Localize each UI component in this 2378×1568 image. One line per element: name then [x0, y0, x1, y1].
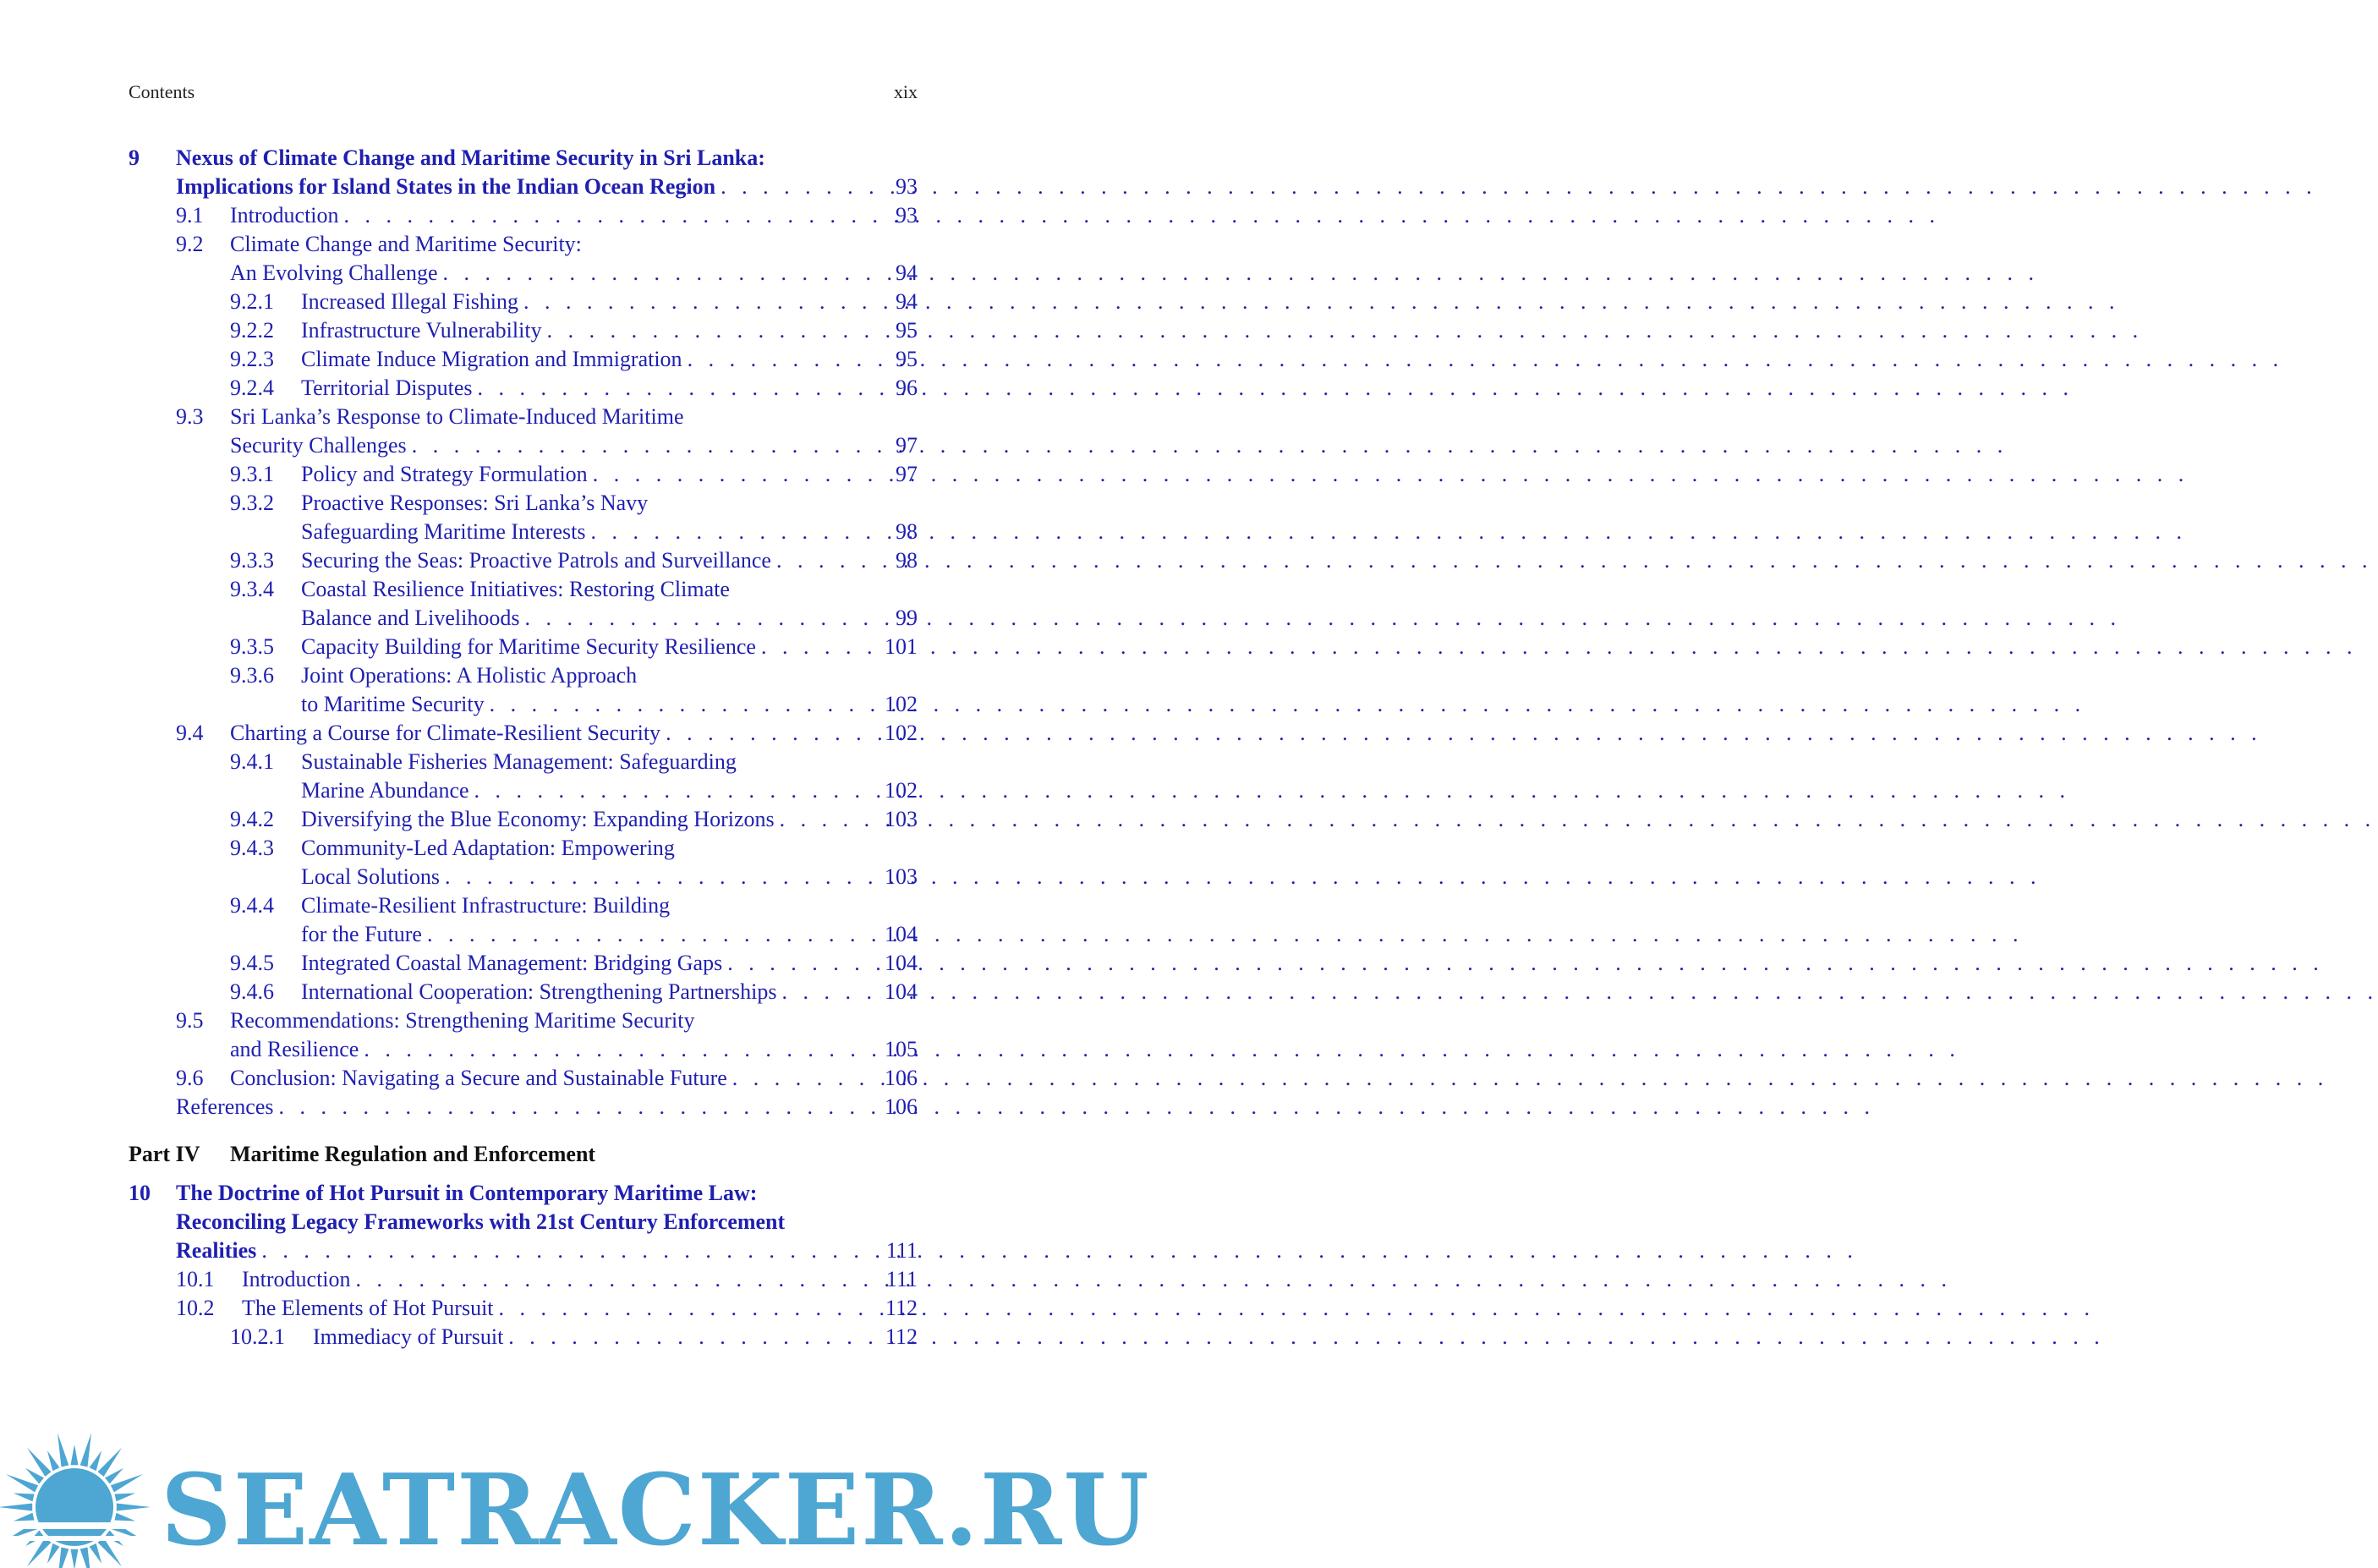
toc-page — [0, 0, 1033, 1565]
section-title-cont: to Maritime Security — [301, 690, 485, 719]
section-page: 103 — [885, 805, 918, 834]
dot-leader — [438, 259, 2040, 288]
section-number: 10.2 — [176, 1294, 215, 1323]
sun-ray — [90, 1450, 102, 1471]
chapter-title: Nexus of Climate Change and Maritime Security in Sri Lanka: — [176, 144, 765, 173]
section-number: 9.4.1 — [230, 748, 274, 776]
dot-leader — [339, 201, 1941, 230]
section-page: 104 — [885, 920, 918, 949]
section-number: 9.3.3 — [230, 546, 274, 575]
chapter-number: 9 — [129, 144, 140, 173]
section-number: 9.4.2 — [230, 805, 274, 834]
section-title-cont: An Evolving Challenge — [230, 259, 438, 288]
toc-entry[interactable] — [129, 316, 918, 345]
toc-entry-cont[interactable] — [129, 863, 918, 891]
dot-leader — [518, 288, 2120, 316]
toc-entry[interactable] — [129, 1294, 918, 1323]
toc-entry[interactable] — [129, 345, 918, 374]
section-number: 9.6 — [176, 1064, 204, 1093]
chapter-9-heading-line1[interactable] — [129, 144, 918, 173]
section-title: Joint Operations: A Holistic Approach — [301, 661, 637, 690]
sun-ray — [47, 1450, 60, 1471]
section-page: 95 — [896, 316, 918, 345]
dot-leader — [519, 604, 2121, 633]
watermark-text: SEATRACKER.RU — [161, 1453, 1150, 1568]
section-page: 98 — [896, 546, 918, 575]
section-title: International Cooperation: Strengthening Partnerships — [301, 978, 777, 1006]
section-title-cont: Marine Abundance — [301, 776, 469, 805]
dot-leader — [422, 920, 2024, 949]
section-page: 104 — [885, 978, 918, 1006]
section-page: 98 — [896, 518, 918, 546]
dot-leader — [503, 1323, 2105, 1351]
section-page: 99 — [896, 604, 918, 633]
section-title: Introduction — [242, 1265, 351, 1294]
dot-leader — [715, 173, 2317, 201]
sun-ray — [80, 1433, 91, 1467]
dot-leader — [407, 431, 2008, 460]
section-title-cont: for the Future — [301, 920, 422, 949]
toc-entry-cont[interactable] — [129, 1035, 918, 1064]
chapter-title-cont: Realities — [176, 1236, 256, 1265]
part-label: Part IV — [129, 1140, 200, 1169]
toc-entry[interactable] — [129, 1006, 918, 1035]
chapter-title-cont: Reconciling Legacy Frameworks with 21st Century Enforcement — [176, 1208, 785, 1236]
section-number: 9.4.5 — [230, 949, 274, 978]
section-title: Securing the Seas: Proactive Patrols and Surveillance — [301, 546, 771, 575]
toc-entry[interactable] — [129, 288, 918, 316]
section-title-cont: and Resilience — [230, 1035, 359, 1064]
toc-entry[interactable] — [129, 748, 918, 776]
toc-entry-cont[interactable] — [129, 920, 918, 949]
section-page: 97 — [896, 431, 918, 460]
toc-entry[interactable] — [129, 978, 918, 1006]
chapter-page: 111 — [886, 1236, 918, 1265]
section-title: Coastal Resilience Initiatives: Restoring Climate — [301, 575, 730, 604]
sun-ray — [14, 1494, 35, 1502]
section-title-cont: Balance and Livelihoods — [301, 604, 519, 633]
section-number: 9.1 — [176, 201, 204, 230]
section-number: 9.3.2 — [230, 489, 274, 518]
section-number: 9.5 — [176, 1006, 204, 1035]
section-page: 102 — [885, 776, 918, 805]
toc-entry[interactable] — [129, 374, 918, 403]
toc-entry-cont[interactable] — [129, 518, 918, 546]
section-title: The Elements of Hot Pursuit — [242, 1294, 494, 1323]
sun-ray — [58, 1433, 68, 1467]
section-number: 9.4.3 — [230, 834, 274, 863]
section-title: References — [176, 1093, 273, 1121]
page-number-roman: xix — [894, 81, 918, 103]
running-head — [129, 81, 918, 107]
sun-ray — [47, 1543, 60, 1564]
section-number: 9.3.4 — [230, 575, 274, 604]
dot-leader — [359, 1035, 1960, 1064]
dot-leader — [727, 1064, 2329, 1093]
part-heading — [129, 1140, 918, 1169]
dot-leader — [777, 978, 2378, 1006]
sun-ray — [105, 1468, 123, 1484]
section-page: 102 — [885, 690, 918, 719]
chapter-10-heading-line1[interactable] — [129, 1179, 918, 1208]
section-title: Integrated Coastal Management: Bridging Gaps — [301, 949, 722, 978]
toc-entry[interactable] — [129, 546, 918, 575]
toc-entry[interactable] — [129, 460, 918, 489]
section-number: 9.2.2 — [230, 316, 274, 345]
dot-leader — [440, 863, 2041, 891]
toc-entry[interactable] — [129, 230, 918, 259]
section-page: 111 — [886, 1265, 918, 1294]
section-page: 104 — [885, 949, 918, 978]
sun-ray — [25, 1468, 44, 1484]
toc-entry-cont[interactable] — [129, 776, 918, 805]
section-title-cont: Safeguarding Maritime Interests — [301, 518, 585, 546]
section-title: Diversifying the Blue Economy: Expanding Horizons — [301, 805, 775, 834]
toc-entry[interactable] — [129, 633, 918, 661]
chapter-9-heading-line2[interactable] — [129, 173, 918, 201]
section-title: Conclusion: Navigating a Secure and Sustainable Future — [230, 1064, 727, 1093]
section-number: 9.2.1 — [230, 288, 274, 316]
section-title: Climate Induce Migration and Immigration — [301, 345, 682, 374]
section-number: 9.2.3 — [230, 345, 274, 374]
table-of-contents — [129, 144, 918, 1351]
dot-leader — [469, 776, 2071, 805]
section-title: Sustainable Fisheries Management: Safeguarding — [301, 748, 737, 776]
section-number: 10.1 — [176, 1265, 215, 1294]
sun-ray — [58, 1548, 68, 1568]
toc-entry[interactable] — [129, 201, 918, 230]
section-title: Climate Change and Maritime Security: — [230, 230, 582, 259]
section-title: Recommendations: Strengthening Maritime Security — [230, 1006, 695, 1035]
toc-entry-cont[interactable] — [129, 431, 918, 460]
dot-leader — [542, 316, 2144, 345]
section-page: 97 — [896, 460, 918, 489]
chapter-title-cont: Implications for Island States in the Indian Ocean Region — [176, 173, 715, 201]
section-title: Increased Illegal Fishing — [301, 288, 518, 316]
toc-entry[interactable] — [129, 403, 918, 431]
sun-ray — [80, 1548, 91, 1568]
dot-leader — [775, 805, 2376, 834]
sun-ray — [71, 1549, 79, 1568]
toc-entry[interactable] — [129, 949, 918, 978]
chapter-10-entries — [129, 1265, 918, 1351]
section-title: Immediacy of Pursuit — [313, 1323, 503, 1351]
section-number: 9.4.4 — [230, 891, 274, 920]
toc-entry[interactable] — [129, 805, 918, 834]
section-page: 102 — [885, 719, 918, 748]
chapter-10-heading-line3[interactable] — [129, 1236, 918, 1265]
chapter-page: 93 — [896, 173, 918, 201]
section-title: Policy and Strategy Formulation — [301, 460, 588, 489]
chapter-9-entries — [129, 201, 918, 1121]
sun-ray — [115, 1494, 136, 1502]
dot-leader — [473, 374, 2074, 403]
section-number: 10.2.1 — [230, 1323, 285, 1351]
part-title: Maritime Regulation and Enforcement — [230, 1140, 595, 1169]
toc-entry[interactable] — [129, 1064, 918, 1093]
toc-entry-cont[interactable] — [129, 259, 918, 288]
toc-entry-cont[interactable] — [129, 690, 918, 719]
dot-leader — [756, 633, 2358, 661]
section-page: 106 — [885, 1093, 918, 1121]
sun-ray — [0, 1504, 32, 1511]
section-number: 9.4 — [176, 719, 204, 748]
section-title-cont: Security Challenges — [230, 431, 407, 460]
section-number: 9.2 — [176, 230, 204, 259]
section-title: Infrastructure Vulnerability — [301, 316, 542, 345]
section-number: 9.4.6 — [230, 978, 274, 1006]
toc-entry-cont[interactable] — [129, 604, 918, 633]
section-number: 9.3 — [176, 403, 204, 431]
section-page: 101 — [885, 633, 918, 661]
section-number: 9.3.5 — [230, 633, 274, 661]
toc-entry[interactable] — [129, 1323, 918, 1351]
toc-entry[interactable] — [129, 1265, 918, 1294]
dot-leader — [273, 1093, 1875, 1121]
section-page: 112 — [885, 1323, 918, 1351]
toc-entry[interactable] — [129, 489, 918, 518]
dot-leader — [351, 1265, 1953, 1294]
toc-entry[interactable] — [129, 661, 918, 690]
section-title: Charting a Course for Climate-Resilient Security — [230, 719, 660, 748]
section-title: Climate-Resilient Infrastructure: Building — [301, 891, 670, 920]
section-page: 106 — [885, 1064, 918, 1093]
chapter-title: The Doctrine of Hot Pursuit in Contemporary Maritime Law: — [176, 1179, 757, 1208]
section-number: 9.2.4 — [230, 374, 274, 403]
toc-entry[interactable] — [129, 834, 918, 863]
section-number: 9.3.6 — [230, 661, 274, 690]
section-title-cont: Local Solutions — [301, 863, 440, 891]
section-page: 96 — [896, 374, 918, 403]
dot-leader — [256, 1236, 1858, 1265]
section-title: Community-Led Adaptation: Empowering — [301, 834, 675, 863]
section-number: 9.3.1 — [230, 460, 274, 489]
dot-leader — [485, 690, 2086, 719]
section-page: 94 — [896, 259, 918, 288]
running-head-title: Contents — [129, 81, 195, 103]
chapter-number: 10 — [129, 1179, 151, 1208]
section-page: 112 — [885, 1294, 918, 1323]
section-title: Proactive Responses: Sri Lanka’s Navy — [301, 489, 648, 518]
sun-ray — [115, 1513, 136, 1521]
toc-entry[interactable] — [129, 1093, 918, 1121]
section-page: 94 — [896, 288, 918, 316]
section-page: 105 — [885, 1035, 918, 1064]
dot-leader — [494, 1294, 2096, 1323]
section-title: Introduction — [230, 201, 339, 230]
section-page: 95 — [896, 345, 918, 374]
toc-entry[interactable] — [129, 575, 918, 604]
dot-leader — [722, 949, 2324, 978]
sun-ray — [71, 1445, 79, 1465]
sun-ray — [90, 1543, 102, 1564]
dot-leader — [771, 546, 2373, 575]
dot-leader — [682, 345, 2284, 374]
toc-entry[interactable] — [129, 719, 918, 748]
toc-entry[interactable] — [129, 891, 918, 920]
dot-leader — [585, 518, 2187, 546]
section-page: 93 — [896, 201, 918, 230]
chapter-10-heading-line2[interactable] — [129, 1208, 918, 1236]
section-title: Territorial Disputes — [301, 374, 473, 403]
sun-ray — [117, 1504, 151, 1511]
sun-ray — [14, 1513, 35, 1521]
section-title: Sri Lanka’s Response to Climate-Induced Maritime — [230, 403, 684, 431]
section-title: Capacity Building for Maritime Security Resilience — [301, 633, 756, 661]
dot-leader — [588, 460, 2189, 489]
section-page: 103 — [885, 863, 918, 891]
